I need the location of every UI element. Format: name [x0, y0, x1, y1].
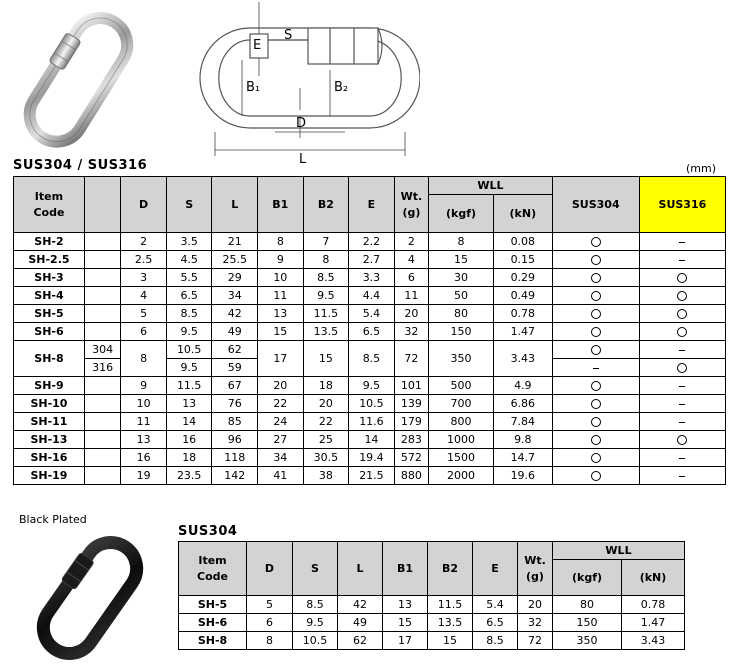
wt-cell: 4 [394, 251, 428, 269]
e-cell: 11.6 [349, 413, 395, 431]
sus316-unavailable-mark [679, 422, 685, 423]
kn-cell: 0.08 [493, 233, 552, 251]
header-sus304: SUS304 [552, 177, 639, 233]
d-cell: 11 [121, 413, 167, 431]
sus304-available-mark [591, 471, 601, 481]
d-cell: 8 [121, 341, 167, 377]
b2-cell: 15 [428, 632, 473, 650]
e-cell: 5.4 [473, 596, 518, 614]
d-cell: 5 [121, 305, 167, 323]
header-weight: Wt. (g) [394, 177, 428, 233]
sus316-unavailable-mark [679, 386, 685, 387]
black-header-wll: WLL [553, 542, 685, 560]
item-code-cell: SH-9 [14, 377, 85, 395]
kn-cell: 0.78 [493, 305, 552, 323]
item-code-cell: SH-2 [14, 233, 85, 251]
material-cell [84, 269, 120, 287]
kn-cell: 6.86 [493, 395, 552, 413]
e-cell: 9.5 [349, 377, 395, 395]
table-row [14, 449, 726, 467]
l-cell: 59 [212, 359, 258, 377]
black-header-B2: B2 [428, 542, 473, 596]
material-cell: 316 [84, 359, 120, 377]
sus304-available-mark [591, 309, 601, 319]
kgf-cell: 80 [553, 596, 622, 614]
sus304-cell [552, 233, 639, 251]
e-cell: 8.5 [473, 632, 518, 650]
sus316-cell [639, 359, 725, 377]
b2-cell: 8.5 [303, 269, 349, 287]
black-header-E: E [473, 542, 518, 596]
b1-cell: 15 [383, 614, 428, 632]
wt-cell: 2 [394, 233, 428, 251]
item-code-cell: SH-4 [14, 287, 85, 305]
b1-cell: 15 [258, 323, 304, 341]
s-cell: 9.5 [166, 359, 212, 377]
e-cell: 5.4 [349, 305, 395, 323]
table-row [14, 395, 726, 413]
kgf-cell: 80 [429, 305, 494, 323]
s-cell: 16 [166, 431, 212, 449]
sus316-available-mark [677, 363, 687, 373]
black-plated-spec-table [178, 541, 685, 650]
material-cell [84, 395, 120, 413]
table-row [14, 341, 726, 359]
e-cell: 8.5 [349, 341, 395, 377]
material-cell [84, 413, 120, 431]
kn-cell: 14.7 [493, 449, 552, 467]
s-cell: 14 [166, 413, 212, 431]
s-cell: 9.5 [293, 614, 338, 632]
sus304-cell [552, 377, 639, 395]
item-code-cell: SH-10 [14, 395, 85, 413]
kn-cell: 1.47 [493, 323, 552, 341]
sus316-available-mark [677, 327, 687, 337]
sus304-available-mark [591, 399, 601, 409]
b2-cell: 38 [303, 467, 349, 485]
d-cell: 2.5 [121, 251, 167, 269]
sus304-cell [552, 269, 639, 287]
black-quick-link-photo [20, 530, 160, 665]
sus304-cell [552, 467, 639, 485]
item-code-cell: SH-5 [179, 596, 247, 614]
sus316-cell [639, 449, 725, 467]
b2-cell: 13.5 [428, 614, 473, 632]
black-header-item-code: Item Code [179, 542, 247, 596]
kn-cell: 7.84 [493, 413, 552, 431]
s-cell: 9.5 [166, 323, 212, 341]
e-cell: 6.5 [473, 614, 518, 632]
kgf-cell: 500 [429, 377, 494, 395]
b1-cell: 17 [258, 341, 304, 377]
wt-cell: 6 [394, 269, 428, 287]
d-cell: 4 [121, 287, 167, 305]
material-cell [84, 431, 120, 449]
b1-cell: 41 [258, 467, 304, 485]
kgf-cell: 50 [429, 287, 494, 305]
sus304-available-mark [591, 273, 601, 283]
item-code-cell: SH-16 [14, 449, 85, 467]
wt-cell: 572 [394, 449, 428, 467]
kgf-cell: 350 [429, 341, 494, 377]
material-cell [84, 287, 120, 305]
unit-label: (mm) [686, 162, 717, 175]
sus304-available-mark [591, 381, 601, 391]
b1-cell: 13 [258, 305, 304, 323]
wt-cell: 20 [394, 305, 428, 323]
sus316-cell [639, 287, 725, 305]
black-header-S: S [293, 542, 338, 596]
wt-cell: 32 [394, 323, 428, 341]
b1-cell: 11 [258, 287, 304, 305]
sus316-available-mark [677, 309, 687, 319]
e-cell: 3.3 [349, 269, 395, 287]
item-code-cell: SH-2.5 [14, 251, 85, 269]
sus304-cell [552, 431, 639, 449]
b2-cell: 9.5 [303, 287, 349, 305]
sus316-cell [639, 395, 725, 413]
d-cell: 6 [247, 614, 293, 632]
kn-cell: 4.9 [493, 377, 552, 395]
kgf-cell: 800 [429, 413, 494, 431]
table-row [14, 287, 726, 305]
header-E: E [349, 177, 395, 233]
sus304-cell [552, 359, 639, 377]
material-cell [84, 323, 120, 341]
kn-cell: 0.49 [493, 287, 552, 305]
l-cell: 62 [338, 632, 383, 650]
item-code-cell: SH-11 [14, 413, 85, 431]
sus304-available-mark [591, 435, 601, 445]
material-cell [84, 467, 120, 485]
kn-cell: 0.29 [493, 269, 552, 287]
kgf-cell: 1000 [429, 431, 494, 449]
e-cell: 14 [349, 431, 395, 449]
b1-cell: 24 [258, 413, 304, 431]
b1-cell: 17 [383, 632, 428, 650]
sus304-cell [552, 251, 639, 269]
label-D: D [296, 116, 307, 131]
table-row [179, 632, 685, 650]
d-cell: 9 [121, 377, 167, 395]
l-cell: 118 [212, 449, 258, 467]
material-cell [84, 305, 120, 323]
kn-cell: 0.15 [493, 251, 552, 269]
l-cell: 25.5 [212, 251, 258, 269]
item-code-cell: SH-8 [179, 632, 247, 650]
item-code-cell: SH-3 [14, 269, 85, 287]
kn-cell: 3.43 [622, 632, 685, 650]
kgf-cell: 8 [429, 233, 494, 251]
table-row [14, 251, 726, 269]
b1-cell: 22 [258, 395, 304, 413]
kgf-cell: 700 [429, 395, 494, 413]
sus304-available-mark [591, 417, 601, 427]
stainless-quick-link-photo [14, 4, 144, 154]
sus304-available-mark [591, 327, 601, 337]
header-D: D [121, 177, 167, 233]
header-wll-kgf: (kgf) [429, 195, 494, 233]
table-row [14, 431, 726, 449]
material-cell: 304 [84, 341, 120, 359]
l-cell: 42 [338, 596, 383, 614]
item-code-cell: SH-6 [179, 614, 247, 632]
b2-cell: 11.5 [303, 305, 349, 323]
l-cell: 142 [212, 467, 258, 485]
b1-cell: 34 [258, 449, 304, 467]
b1-cell: 10 [258, 269, 304, 287]
sus304-cell [552, 413, 639, 431]
d-cell: 16 [121, 449, 167, 467]
e-cell: 10.5 [349, 395, 395, 413]
black-header-wll-kn: (kN) [622, 560, 685, 596]
s-cell: 6.5 [166, 287, 212, 305]
sus304-available-mark [591, 453, 601, 463]
header-L: L [212, 177, 258, 233]
wt-cell: 880 [394, 467, 428, 485]
header-S: S [166, 177, 212, 233]
wt-cell: 283 [394, 431, 428, 449]
e-cell: 21.5 [349, 467, 395, 485]
material-cell [84, 377, 120, 395]
b2-cell: 25 [303, 431, 349, 449]
header-wll-kn: (kN) [493, 195, 552, 233]
header-B2: B2 [303, 177, 349, 233]
b1-cell: 27 [258, 431, 304, 449]
sus316-cell [639, 377, 725, 395]
s-cell: 3.5 [166, 233, 212, 251]
b2-cell: 7 [303, 233, 349, 251]
s-cell: 10.5 [166, 341, 212, 359]
b2-cell: 13.5 [303, 323, 349, 341]
table-row [14, 377, 726, 395]
l-cell: 62 [212, 341, 258, 359]
kgf-cell: 2000 [429, 467, 494, 485]
header-wll: WLL [429, 177, 553, 195]
sus316-available-mark [677, 435, 687, 445]
header-item-code: Item Code [14, 177, 85, 233]
wt-cell: 179 [394, 413, 428, 431]
black-header-weight: Wt. (g) [518, 542, 553, 596]
sus316-cell [639, 413, 725, 431]
material-cell [84, 251, 120, 269]
l-cell: 49 [338, 614, 383, 632]
black-header-wll-kgf: (kgf) [553, 560, 622, 596]
sus316-cell [639, 305, 725, 323]
wt-cell: 32 [518, 614, 553, 632]
d-cell: 6 [121, 323, 167, 341]
label-B2: B₂ [334, 80, 349, 95]
header-material [84, 177, 120, 233]
black-table-title: SUS304 [178, 524, 238, 539]
black-header-B1: B1 [383, 542, 428, 596]
l-cell: 34 [212, 287, 258, 305]
kgf-cell: 30 [429, 269, 494, 287]
wt-cell: 72 [518, 632, 553, 650]
kn-cell: 19.6 [493, 467, 552, 485]
black-header-D: D [247, 542, 293, 596]
e-cell: 6.5 [349, 323, 395, 341]
sus316-cell [639, 251, 725, 269]
quick-link-outline-drawing [180, 0, 420, 170]
table-row [14, 413, 726, 431]
sus316-cell [639, 233, 725, 251]
s-cell: 4.5 [166, 251, 212, 269]
wt-cell: 72 [394, 341, 428, 377]
d-cell: 13 [121, 431, 167, 449]
b2-cell: 18 [303, 377, 349, 395]
kgf-cell: 1500 [429, 449, 494, 467]
sus304-cell [552, 449, 639, 467]
black-header-L: L [338, 542, 383, 596]
s-cell: 23.5 [166, 467, 212, 485]
s-cell: 8.5 [166, 305, 212, 323]
sus304-cell [552, 341, 639, 359]
l-cell: 29 [212, 269, 258, 287]
b2-cell: 15 [303, 341, 349, 377]
black-plated-caption: Black Plated [19, 513, 87, 526]
s-cell: 10.5 [293, 632, 338, 650]
kn-cell: 9.8 [493, 431, 552, 449]
wt-cell: 101 [394, 377, 428, 395]
label-L: L [299, 152, 307, 167]
item-code-cell: SH-8 [14, 341, 85, 377]
label-B1: B₁ [246, 80, 261, 95]
table-row [14, 467, 726, 485]
l-cell: 96 [212, 431, 258, 449]
sus316-cell [639, 341, 725, 359]
item-code-cell: SH-19 [14, 467, 85, 485]
table-row [14, 269, 726, 287]
main-table-title: SUS304 / SUS316 [13, 158, 148, 173]
sus316-unavailable-mark [679, 260, 685, 261]
l-cell: 67 [212, 377, 258, 395]
b2-cell: 30.5 [303, 449, 349, 467]
s-cell: 13 [166, 395, 212, 413]
s-cell: 11.5 [166, 377, 212, 395]
d-cell: 2 [121, 233, 167, 251]
wt-cell: 11 [394, 287, 428, 305]
e-cell: 19.4 [349, 449, 395, 467]
table-row [14, 305, 726, 323]
item-code-cell: SH-5 [14, 305, 85, 323]
b2-cell: 22 [303, 413, 349, 431]
s-cell: 18 [166, 449, 212, 467]
d-cell: 5 [247, 596, 293, 614]
sus304-available-mark [591, 255, 601, 265]
kgf-cell: 150 [553, 614, 622, 632]
sus316-unavailable-mark [679, 476, 685, 477]
sus304-cell [552, 287, 639, 305]
item-code-cell: SH-6 [14, 323, 85, 341]
sus316-unavailable-mark [679, 350, 685, 351]
sus316-cell [639, 431, 725, 449]
b2-cell: 20 [303, 395, 349, 413]
sus316-available-mark [677, 273, 687, 283]
table-row [179, 614, 685, 632]
l-cell: 49 [212, 323, 258, 341]
s-cell: 5.5 [166, 269, 212, 287]
sus304-unavailable-mark [593, 368, 599, 369]
sus316-unavailable-mark [679, 458, 685, 459]
kn-cell: 0.78 [622, 596, 685, 614]
b1-cell: 8 [258, 233, 304, 251]
b2-cell: 8 [303, 251, 349, 269]
sus304-available-mark [591, 237, 601, 247]
material-cell [84, 233, 120, 251]
e-cell: 4.4 [349, 287, 395, 305]
sus304-cell [552, 305, 639, 323]
kgf-cell: 350 [553, 632, 622, 650]
kn-cell: 1.47 [622, 614, 685, 632]
kgf-cell: 15 [429, 251, 494, 269]
header-B1: B1 [258, 177, 304, 233]
wt-cell: 20 [518, 596, 553, 614]
b1-cell: 13 [383, 596, 428, 614]
e-cell: 2.7 [349, 251, 395, 269]
sus316-cell [639, 467, 725, 485]
sus316-unavailable-mark [679, 404, 685, 405]
main-spec-table [13, 176, 726, 485]
b1-cell: 9 [258, 251, 304, 269]
b2-cell: 11.5 [428, 596, 473, 614]
l-cell: 76 [212, 395, 258, 413]
l-cell: 21 [212, 233, 258, 251]
sus316-cell [639, 269, 725, 287]
l-cell: 42 [212, 305, 258, 323]
table-row [14, 233, 726, 251]
table-row [14, 323, 726, 341]
d-cell: 8 [247, 632, 293, 650]
kn-cell: 3.43 [493, 341, 552, 377]
kgf-cell: 150 [429, 323, 494, 341]
sus304-cell [552, 395, 639, 413]
s-cell: 8.5 [293, 596, 338, 614]
b1-cell: 20 [258, 377, 304, 395]
label-E: E [253, 38, 262, 53]
item-code-cell: SH-13 [14, 431, 85, 449]
table-row [179, 596, 685, 614]
material-cell [84, 449, 120, 467]
d-cell: 10 [121, 395, 167, 413]
e-cell: 2.2 [349, 233, 395, 251]
dimension-diagram [180, 0, 420, 170]
sus304-available-mark [591, 345, 601, 355]
l-cell: 85 [212, 413, 258, 431]
wt-cell: 139 [394, 395, 428, 413]
sus304-cell [552, 323, 639, 341]
d-cell: 3 [121, 269, 167, 287]
sus316-available-mark [677, 291, 687, 301]
header-sus316: SUS316 [639, 177, 725, 233]
sus304-available-mark [591, 291, 601, 301]
sus316-cell [639, 323, 725, 341]
sus316-unavailable-mark [679, 242, 685, 243]
d-cell: 19 [121, 467, 167, 485]
label-S: S [284, 28, 293, 43]
